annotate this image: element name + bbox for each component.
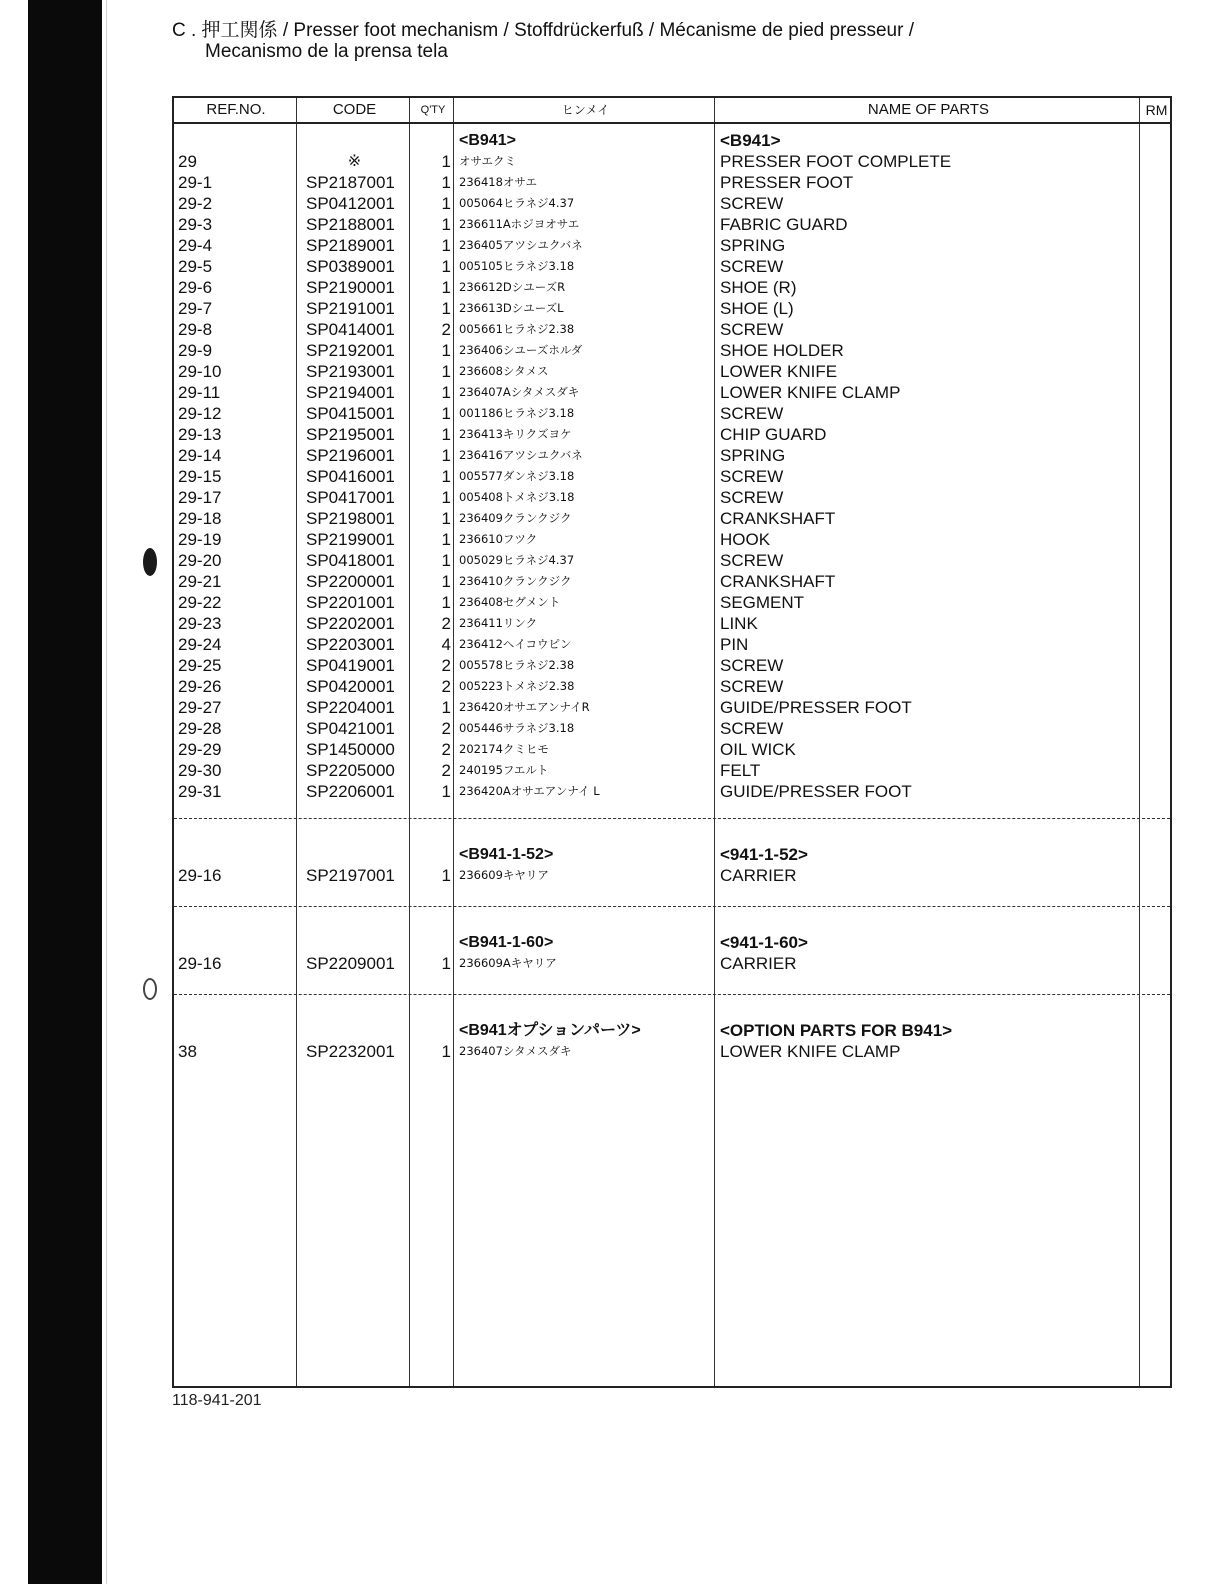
ref-no-cell: 29-5: [178, 257, 213, 276]
binding-line: [106, 0, 107, 1584]
hinmei-cell: 236608シタメス: [459, 364, 549, 378]
group-separator: [174, 906, 1170, 907]
qty-cell: 1: [441, 698, 451, 717]
punch-hole: [143, 548, 157, 576]
part-name-cell: SCREW: [720, 257, 784, 276]
hinmei-cell: オサエクミ: [459, 154, 517, 168]
code-cell: SP2198001: [306, 509, 395, 528]
code-cell: SP0417001: [306, 488, 395, 507]
header-ref-no: REF.NO.: [206, 101, 266, 118]
part-name-cell: OIL WICK: [720, 740, 796, 759]
qty-cell: 1: [441, 551, 451, 570]
code-cell: SP0419001: [306, 656, 395, 675]
table-row: [174, 214, 1170, 235]
part-name-cell: GUIDE/PRESSER FOOT: [720, 698, 912, 717]
group-title-row: [174, 1020, 1170, 1041]
hinmei-cell: 236420Aオサエアンナイ L: [459, 784, 600, 798]
group-title-hinmei: <B941オプションパーツ>: [459, 1022, 641, 1039]
group-title-name: <B941>: [720, 131, 781, 150]
ref-no-cell: 29-13: [178, 425, 222, 444]
code-cell: SP0414001: [306, 320, 395, 339]
ref-no-cell: 29: [178, 152, 197, 171]
code-cell: SP0418001: [306, 551, 395, 570]
table-header: [174, 98, 1170, 124]
table-row: [174, 445, 1170, 466]
hinmei-cell: 240195フエルト: [459, 763, 549, 777]
hinmei-cell: 005577ダンネジ3.18: [459, 469, 575, 483]
qty-cell: 4: [441, 635, 451, 654]
code-cell: SP2202001: [306, 614, 395, 633]
header-code: CODE: [332, 101, 377, 118]
part-name-cell: GUIDE/PRESSER FOOT: [720, 782, 912, 801]
hinmei-cell: 236611Aホジヨオサエ: [459, 217, 580, 231]
table-row: [174, 319, 1170, 340]
table-row: [174, 529, 1170, 550]
title-line-1: C . 押工関係 / Presser foot mechanism / Stoffdrückerfuß / Mécanisme de pied presseur /: [172, 20, 914, 41]
ref-no-cell: 29-23: [178, 614, 222, 633]
qty-cell: 2: [441, 719, 451, 738]
hinmei-cell: 236609Aキヤリア: [459, 956, 557, 970]
code-cell: SP2189001: [306, 236, 395, 255]
hinmei-cell: 236412ヘイコウピン: [459, 637, 572, 651]
table-row: [174, 953, 1170, 974]
part-name-cell: LOWER KNIFE: [720, 362, 838, 381]
ref-no-cell: 29-15: [178, 467, 222, 486]
part-name-cell: PRESSER FOOT COMPLETE: [720, 152, 952, 171]
header-name-of-parts: NAME OF PARTS: [867, 101, 990, 118]
ref-no-cell: 29-31: [178, 782, 222, 801]
hinmei-cell: 005223トメネジ2.38: [459, 679, 575, 693]
table-row: [174, 361, 1170, 382]
qty-cell: 1: [441, 257, 451, 276]
table-row: [174, 865, 1170, 886]
table-row: [174, 172, 1170, 193]
part-name-cell: SHOE HOLDER: [720, 341, 844, 360]
code-cell: SP0415001: [306, 404, 395, 423]
ref-no-cell: 29-20: [178, 551, 222, 570]
ref-no-cell: 29-12: [178, 404, 222, 423]
qty-cell: 1: [441, 278, 451, 297]
part-name-cell: CARRIER: [720, 866, 797, 885]
part-name-cell: SHOE (R): [720, 278, 797, 297]
qty-cell: 1: [441, 173, 451, 192]
part-name-cell: SCREW: [720, 320, 784, 339]
table-row: [174, 277, 1170, 298]
ref-no-cell: 29-11: [178, 383, 221, 402]
punch-hole: [143, 978, 157, 1000]
code-cell: SP2194001: [306, 383, 395, 402]
table-row: [174, 466, 1170, 487]
hinmei-cell: 236407Aシタメスダキ: [459, 385, 580, 399]
code-cell: SP2199001: [306, 530, 395, 549]
code-cell: SP0420001: [306, 677, 395, 696]
group-title-row: [174, 130, 1170, 151]
qty-cell: 1: [441, 954, 451, 973]
group-title-name: <OPTION PARTS FOR B941>: [720, 1021, 953, 1040]
qty-cell: 2: [441, 320, 451, 339]
qty-cell: 1: [441, 866, 451, 885]
hinmei-cell: 202174クミヒモ: [459, 742, 549, 756]
table-row: [174, 592, 1170, 613]
qty-cell: 2: [441, 761, 451, 780]
hinmei-cell: 236410クランクジク: [459, 574, 572, 588]
part-name-cell: CARRIER: [720, 954, 797, 973]
code-cell: SP2191001: [306, 299, 395, 318]
table-row: [174, 739, 1170, 760]
table-row: [174, 193, 1170, 214]
ref-no-cell: 29-2: [178, 194, 213, 213]
table-row: [174, 697, 1170, 718]
ref-no-cell: 29-16: [178, 866, 222, 885]
group-title-row: [174, 932, 1170, 953]
code-cell: SP0412001: [306, 194, 395, 213]
group-title-hinmei: <B941>: [459, 132, 516, 149]
part-name-cell: SPRING: [720, 236, 786, 255]
hinmei-cell: 005578ヒラネジ2.38: [459, 658, 575, 672]
qty-cell: 1: [441, 530, 451, 549]
code-cell: SP0416001: [306, 467, 395, 486]
ref-no-cell: 29-6: [178, 278, 213, 297]
hinmei-cell: 005408トメネジ3.18: [459, 490, 575, 504]
header-rm: RM: [1145, 102, 1168, 118]
code-cell: SP2187001: [306, 173, 395, 192]
table-row: [174, 382, 1170, 403]
hinmei-cell: 005105ヒラネジ3.18: [459, 259, 575, 273]
hinmei-cell: 236610フツク: [459, 532, 538, 546]
code-cell: SP2206001: [306, 782, 395, 801]
table-row: [174, 151, 1170, 172]
code-cell: SP2204001: [306, 698, 395, 717]
ref-no-cell: 29-26: [178, 677, 222, 696]
code-cell: SP0389001: [306, 257, 395, 276]
ref-no-cell: 29-21: [178, 572, 222, 591]
code-cell: SP1450000: [306, 740, 395, 759]
title-line-2: Mecanismo de la prensa tela: [205, 41, 448, 62]
header-hinmei: ヒンメイ: [561, 103, 610, 117]
qty-cell: 1: [441, 383, 451, 402]
part-name-cell: CHIP GUARD: [720, 425, 827, 444]
ref-no-cell: 29-4: [178, 236, 213, 255]
part-name-cell: PIN: [720, 635, 749, 654]
code-cell: SP2232001: [306, 1042, 395, 1061]
qty-cell: 1: [441, 572, 451, 591]
table-row: [174, 256, 1170, 277]
code-cell: SP2209001: [306, 954, 395, 973]
ref-no-cell: 29-17: [178, 488, 222, 507]
part-name-cell: LOWER KNIFE CLAMP: [720, 383, 901, 402]
table-row: [174, 340, 1170, 361]
qty-cell: 1: [441, 488, 451, 507]
qty-cell: 2: [441, 614, 451, 633]
hinmei-cell: 005661ヒラネジ2.38: [459, 322, 575, 336]
code-cell: SP2188001: [306, 215, 395, 234]
ref-no-cell: 29-3: [178, 215, 213, 234]
part-name-cell: SHOE (L): [720, 299, 794, 318]
part-name-cell: SCREW: [720, 677, 784, 696]
part-name-cell: SCREW: [720, 404, 784, 423]
hinmei-cell: 236609キヤリア: [459, 868, 549, 882]
ref-no-cell: 29-25: [178, 656, 222, 675]
part-name-cell: FELT: [720, 761, 761, 780]
code-cell: SP2193001: [306, 362, 395, 381]
table-row: [174, 676, 1170, 697]
qty-cell: 1: [441, 425, 451, 444]
group-separator: [174, 818, 1170, 819]
part-name-cell: HOOK: [720, 530, 771, 549]
table-row: [174, 487, 1170, 508]
qty-cell: 1: [441, 782, 451, 801]
ref-no-cell: 29-24: [178, 635, 222, 654]
qty-cell: 1: [441, 152, 451, 171]
ref-no-cell: 29-10: [178, 362, 222, 381]
hinmei-cell: 005064ヒラネジ4.37: [459, 196, 575, 210]
table-row: [174, 1041, 1170, 1062]
ref-no-cell: 29-29: [178, 740, 222, 759]
ref-no-cell: 29-19: [178, 530, 222, 549]
ref-no-cell: 29-1: [178, 173, 213, 192]
ref-no-cell: 29-14: [178, 446, 222, 465]
table-row: [174, 424, 1170, 445]
qty-cell: 1: [441, 362, 451, 381]
part-name-cell: PRESSER FOOT: [720, 173, 854, 192]
table-row: [174, 718, 1170, 739]
table-row: [174, 781, 1170, 802]
group-separator: [174, 994, 1170, 995]
table-row: [174, 298, 1170, 319]
hinmei-cell: 236408セグメント: [459, 595, 561, 609]
qty-cell: 2: [441, 740, 451, 759]
ref-no-cell: 29-28: [178, 719, 222, 738]
hinmei-cell: 236413キリクズヨケ: [459, 427, 572, 441]
code-cell: SP2200001: [306, 572, 395, 591]
table-row: [174, 550, 1170, 571]
group-title-name: <941-1-60>: [720, 933, 808, 952]
code-cell: SP2203001: [306, 635, 395, 654]
ref-no-cell: 29-27: [178, 698, 222, 717]
code-cell: SP2195001: [306, 425, 395, 444]
ref-no-cell: 29-30: [178, 761, 222, 780]
hinmei-cell: 236420オサエアンナイR: [459, 700, 590, 714]
ref-no-cell: 29-9: [178, 341, 213, 360]
part-name-cell: SCREW: [720, 551, 784, 570]
part-name-cell: SEGMENT: [720, 593, 805, 612]
hinmei-cell: 005029ヒラネジ4.37: [459, 553, 575, 567]
ref-no-cell: 38: [178, 1042, 197, 1061]
table-row: [174, 634, 1170, 655]
part-name-cell: FABRIC GUARD: [720, 215, 848, 234]
part-name-cell: SCREW: [720, 719, 784, 738]
qty-cell: 2: [441, 677, 451, 696]
qty-cell: 1: [441, 509, 451, 528]
group-title-hinmei: <B941-1-52>: [459, 846, 554, 863]
table-row: [174, 508, 1170, 529]
hinmei-cell: 236406シユーズホルダ: [459, 343, 583, 357]
qty-cell: 1: [441, 404, 451, 423]
qty-cell: 1: [441, 341, 451, 360]
qty-cell: 1: [441, 467, 451, 486]
parts-table: [172, 96, 1172, 1388]
table-row: [174, 235, 1170, 256]
part-name-cell: SPRING: [720, 446, 786, 465]
hinmei-cell: 236416アツシユクバネ: [459, 448, 583, 462]
code-cell: SP2190001: [306, 278, 395, 297]
hinmei-cell: 236411リンク: [459, 616, 538, 630]
part-name-cell: CRANKSHAFT: [720, 572, 836, 591]
qty-cell: 1: [441, 593, 451, 612]
ref-no-cell: 29-16: [178, 954, 222, 973]
hinmei-cell: 236409クランクジク: [459, 511, 572, 525]
group-title-hinmei: <B941-1-60>: [459, 934, 554, 951]
group-title-name: <941-1-52>: [720, 845, 808, 864]
part-name-cell: SCREW: [720, 656, 784, 675]
part-name-cell: SCREW: [720, 467, 784, 486]
hinmei-cell: 236407シタメスダキ: [459, 1044, 572, 1058]
qty-cell: 1: [441, 236, 451, 255]
part-name-cell: CRANKSHAFT: [720, 509, 836, 528]
table-row: [174, 613, 1170, 634]
code-cell: SP0421001: [306, 719, 395, 738]
page-title: [172, 20, 1132, 62]
part-name-cell: SCREW: [720, 194, 784, 213]
table-row: [174, 571, 1170, 592]
table-row: [174, 403, 1170, 424]
qty-cell: 1: [441, 446, 451, 465]
ref-no-cell: 29-22: [178, 593, 222, 612]
code-cell: ※: [347, 153, 362, 170]
qty-cell: 1: [441, 299, 451, 318]
table-row: [174, 760, 1170, 781]
ref-no-cell: 29-8: [178, 320, 213, 339]
part-name-cell: LOWER KNIFE CLAMP: [720, 1042, 901, 1061]
part-name-cell: SCREW: [720, 488, 784, 507]
qty-cell: 1: [441, 194, 451, 213]
code-cell: SP2196001: [306, 446, 395, 465]
qty-cell: 2: [441, 656, 451, 675]
qty-cell: 1: [441, 215, 451, 234]
code-cell: SP2197001: [306, 866, 395, 885]
hinmei-cell: 001186ヒラネジ3.18: [459, 406, 575, 420]
binding-strip: [28, 0, 102, 1584]
header-qty: Q'TY: [420, 104, 446, 116]
ref-no-cell: 29-7: [178, 299, 213, 318]
table-row: [174, 655, 1170, 676]
part-name-cell: LINK: [720, 614, 758, 633]
code-cell: SP2192001: [306, 341, 395, 360]
group-title-row: [174, 844, 1170, 865]
hinmei-cell: 236418オサエ: [459, 175, 537, 189]
hinmei-cell: 236612DシユーズR: [459, 280, 566, 294]
ref-no-cell: 29-18: [178, 509, 222, 528]
qty-cell: 1: [441, 1042, 451, 1061]
hinmei-cell: 236405アツシユクバネ: [459, 238, 583, 252]
hinmei-cell: 005446サラネジ3.18: [459, 721, 575, 735]
page-footer-code: 118-941-201: [172, 1392, 262, 1409]
code-cell: SP2205000: [306, 761, 395, 780]
hinmei-cell: 236613DシユーズL: [459, 301, 564, 315]
code-cell: SP2201001: [306, 593, 395, 612]
